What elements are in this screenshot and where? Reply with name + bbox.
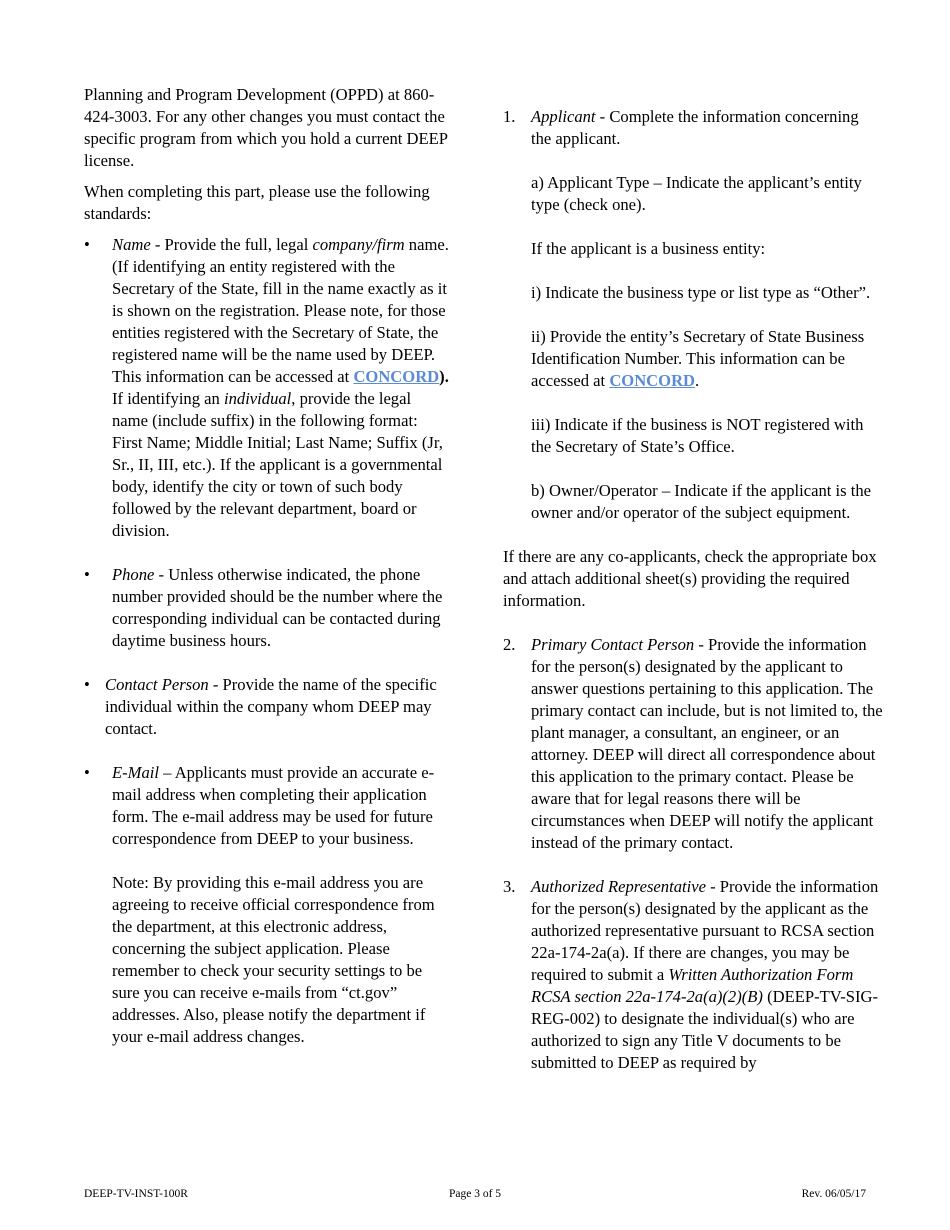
item-applicant: [503, 106, 883, 524]
co-applicants-paragraph: If there are any co-applicants, check the appropriate box and attach additional sheet(s) providing the required information.: [503, 547, 877, 610]
item-authorized-representative: [503, 876, 883, 1074]
bullet-icon: •: [84, 675, 90, 694]
authorized-rep-term: Authorized Representative: [531, 877, 706, 896]
name-text-2: name. (If identifying an entity registered with the Secretary of the State, fill in the name exactly as it is shown on the registration. Please note, for those entities registered with the Secretary of State, the registered name will be the name used by DEEP. This information can be accessed at: [112, 235, 449, 386]
intro-paragraph-2: When completing this part, please use the following standards:: [84, 182, 430, 223]
item-number: 3.: [503, 877, 516, 896]
name-close: ).: [439, 367, 449, 386]
primary-contact-term: Primary Contact Person: [531, 635, 695, 654]
business-id-number: [531, 326, 883, 392]
name-text-4: , provide the legal name (include suffix) in the following format: First Name; Middle Initial; Last Name; Suffix (Jr, Sr., II, III, etc.). If the applicant is a governmental body, identify the city or town of such body followed by the relevant department, board or division.: [112, 389, 443, 540]
authorized-rep-text-2: (DEEP-TV-SIG-REG-002) to designate the individual(s) who are authorized to sign any Title V documents to be submitted to DEEP as required by: [531, 987, 879, 1072]
primary-contact-text: - Provide the information for the person(s) designated by the applicant to answer questions pertaining to this application. The primary contact can include, but is not limited to, the plant manager, a consultant, an engineer, or an attorney. DEEP will direct all correspondence about this application to the primary contact. Please be aware that for legal reasons there will be circumstances when DEEP will notify the applicant instead of the primary contact.: [531, 635, 883, 852]
authorized-rep-text-1: - Provide the information for the person(s) designated by the applicant as the authorized representative pursuant to RCSA section 22a-174-2a(a). If there are changes, you may be required to submit a: [531, 877, 879, 984]
applicant-type: a) Applicant Type – Indicate the applicant’s entity type (check one).: [531, 173, 862, 214]
phone-term: Phone: [112, 565, 155, 584]
name-term: Name: [112, 235, 151, 254]
business-type: i) Indicate the business type or list type as “Other”.: [531, 283, 871, 302]
concord-link[interactable]: CONCORD: [609, 371, 696, 390]
name-emphasis-individual: individual: [223, 389, 292, 408]
bullet-phone: [84, 564, 449, 652]
email-term: E-Mail: [112, 763, 160, 782]
applicant-text: - Complete the information concerning the applicant.: [531, 107, 859, 148]
name-text-1: - Provide the full, legal: [150, 235, 313, 254]
intro-paragraph-1: Planning and Program Development (OPPD) at 860-424-3003. For any other changes you must contact the specific program from which you hold a current DEEP license.: [84, 85, 448, 170]
footer-page-number: Page 3 of 5: [448, 1188, 502, 1200]
not-registered: iii) Indicate if the business is NOT registered with the Secretary of State’s Office.: [531, 415, 864, 456]
bullet-contact-person: [84, 674, 449, 740]
business-entity-heading: If the applicant is a business entity:: [531, 239, 766, 258]
left-column: [84, 84, 449, 1048]
name-text-3: If identifying an: [112, 389, 224, 408]
authorized-rep-form: Written Authorization Form RCSA section 22a-174-2a(a)(2)(B): [531, 965, 854, 1006]
email-note: Note: By providing this e-mail address you are agreeing to receive official correspondence from the department, at this electronic address, concerning the subject application. Please remember to check your security settings to be sure you can receive e-mails from “ct.gov” addresses. Also, please notify the department if your e-mail address changes.: [112, 873, 435, 1046]
footer-doc-id: DEEP-TV-INST-100R: [84, 1188, 188, 1200]
bullet-icon: •: [84, 235, 90, 254]
bullet-icon: •: [84, 763, 90, 782]
bullet-name: [84, 234, 449, 542]
contact-term: Contact Person: [105, 675, 209, 694]
owner-operator: b) Owner/Operator – Indicate if the applicant is the owner and/or operator of the subject equipment.: [531, 481, 872, 522]
footer-revision: Rev. 06/05/17: [801, 1188, 866, 1200]
item-number: 1.: [503, 107, 516, 126]
item-primary-contact: [503, 634, 883, 854]
applicant-term: Applicant: [531, 107, 596, 126]
business-id-end: .: [695, 371, 700, 390]
concord-link[interactable]: CONCORD: [353, 367, 440, 386]
bullet-email: [84, 762, 449, 1048]
business-id-text: ii) Provide the entity’s Secretary of State Business Identification Number. This information can be accessed at: [531, 327, 865, 390]
email-text: – Applicants must provide an accurate e-mail address when completing their application form. The e-mail address may be used for future correspondence from DEEP to your business.: [112, 763, 435, 848]
name-emphasis-company: company/firm: [312, 235, 405, 254]
contact-text: - Provide the name of the specific individual within the company whom DEEP may contact.: [105, 675, 437, 738]
item-number: 2.: [503, 635, 516, 654]
right-column: [503, 106, 883, 1074]
phone-text: - Unless otherwise indicated, the phone number provided should be the number where the corresponding individual can be contacted during daytime business hours.: [112, 565, 443, 650]
bullet-icon: •: [84, 565, 90, 584]
